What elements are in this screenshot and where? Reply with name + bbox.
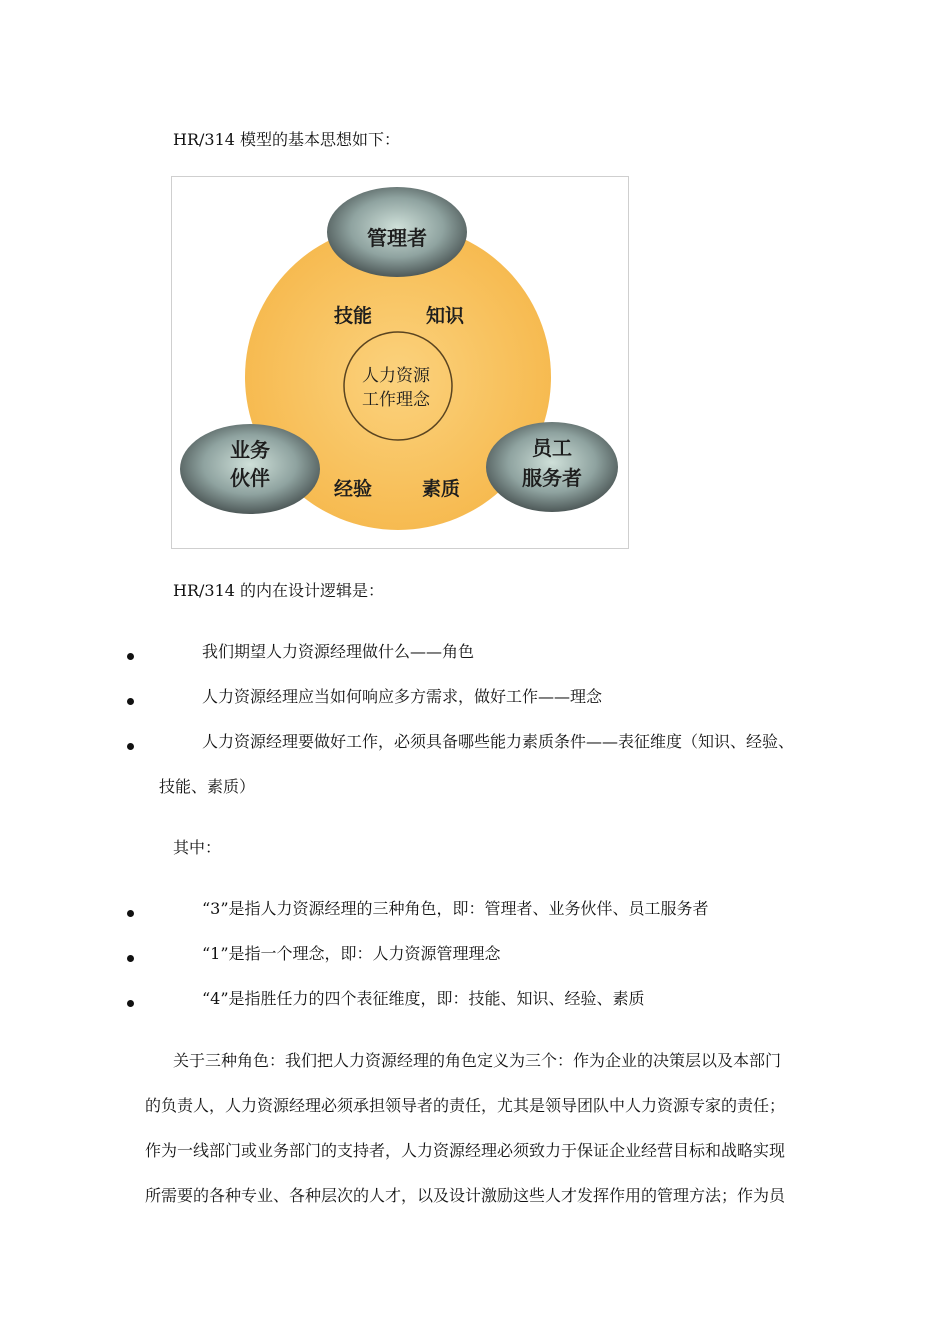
logic-item-1: 我们期望人力资源经理做什么——角色 xyxy=(202,642,475,661)
bullet-dot xyxy=(127,1000,134,1007)
bullet-dot xyxy=(127,743,134,750)
among-item-4: “4”是指胜任力的四个表征维度，即：技能、知识、经验、素质 xyxy=(202,989,645,1008)
dimension-quality: 素质 xyxy=(421,478,461,500)
roles-paragraph-line-3: 作为一线部门或业务部门的支持者，人力资源经理必须致力于保证企业经营目标和战略实现 xyxy=(145,1141,786,1160)
roles-paragraph-line-1: 关于三种角色：我们把人力资源经理的角色定义为三个：作为企业的决策层以及本部门 xyxy=(173,1051,782,1070)
role-partner-line1: 业务 xyxy=(230,438,270,462)
roles-paragraph-line-2: 的负责人，人力资源经理必须承担领导者的责任，尤其是领导团队中人力资源专家的责任； xyxy=(145,1096,786,1115)
bullet-dot xyxy=(127,955,134,962)
logic-heading: HR/314 的内在设计逻辑是： xyxy=(173,581,385,600)
intro-line: HR/314 模型的基本思想如下： xyxy=(173,130,401,149)
among-item-3: “3”是指人力资源经理的三种角色，即：管理者、业务伙伴、员工服务者 xyxy=(202,899,709,918)
hr314-model-figure xyxy=(171,176,629,549)
among-item-1: “1”是指一个理念，即：人力资源管理理念 xyxy=(202,944,501,963)
logic-item-3-continued: 技能、素质） xyxy=(159,777,256,796)
logic-item-3: 人力资源经理要做好工作，必须具备哪些能力素质条件——表征维度（知识、经验、 xyxy=(202,732,795,751)
dimension-skill: 技能 xyxy=(333,305,373,327)
role-partner-line2: 伙伴 xyxy=(230,466,270,490)
dimension-experience: 经验 xyxy=(333,478,373,500)
bullet-dot xyxy=(127,910,134,917)
bullet-dot xyxy=(127,653,134,660)
bullet-dot xyxy=(127,698,134,705)
dimension-knowledge: 知识 xyxy=(425,305,465,327)
among-heading: 其中： xyxy=(173,838,222,857)
role-service-line1: 员工 xyxy=(532,436,572,460)
role-service-line2: 服务者 xyxy=(522,466,582,490)
logic-item-2: 人力资源经理应当如何响应多方需求，做好工作——理念 xyxy=(202,687,603,706)
role-manager-label: 管理者 xyxy=(367,226,427,250)
center-text-line2: 工作理念 xyxy=(362,390,430,410)
roles-paragraph-line-4: 所需要的各种专业、各种层次的人才，以及设计激励这些人才发挥作用的管理方法；作为员 xyxy=(145,1186,786,1205)
hr314-model-diagram xyxy=(172,177,628,548)
center-text-line1: 人力资源 xyxy=(362,366,430,386)
